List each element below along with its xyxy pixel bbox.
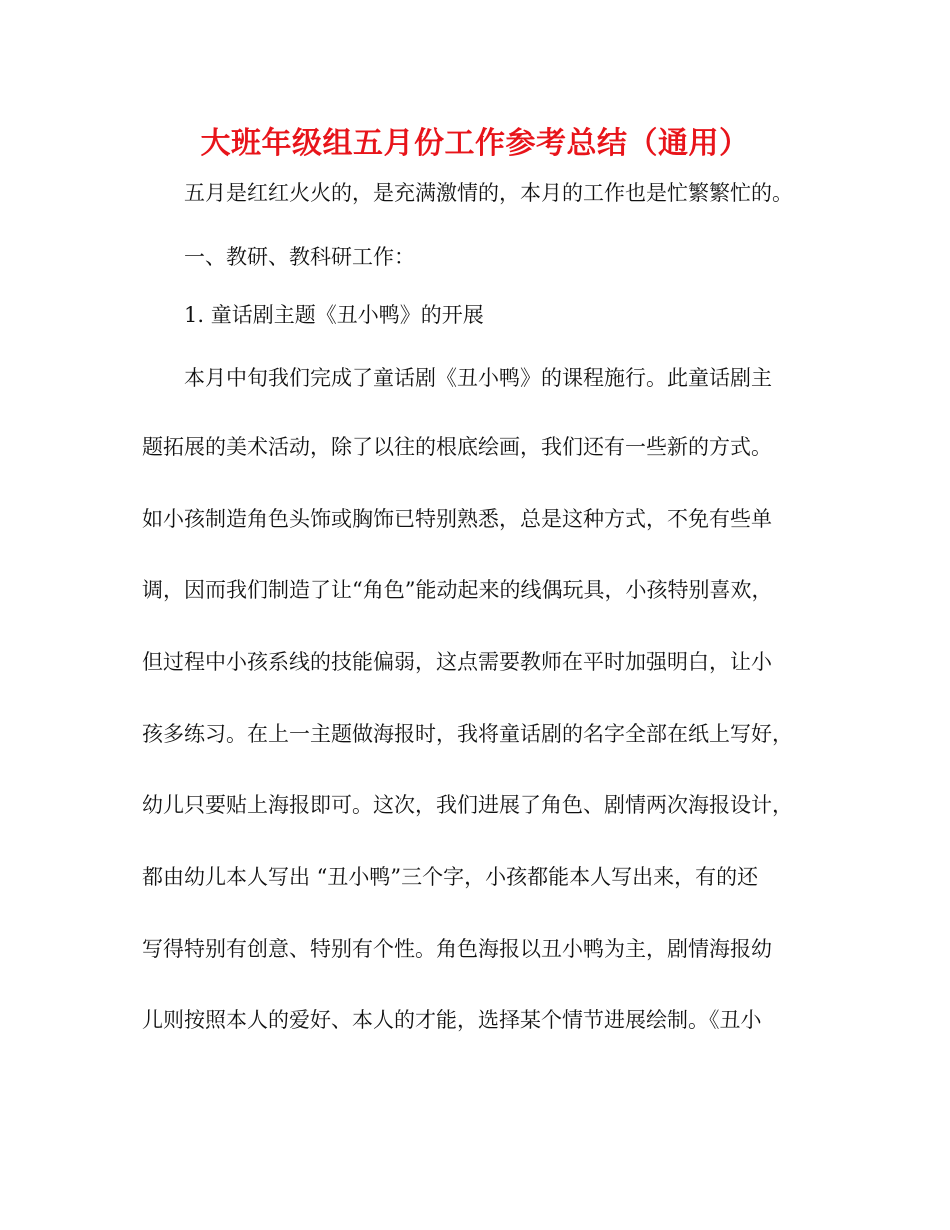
section-heading-research: 一、教研、教科研工作： [184,245,415,269]
body-text-line: 但过程中小孩系线的技能偏弱，这点需要教师在平时加强明白，让小 [142,650,772,674]
body-text-line: 本月中旬我们完成了童话剧《丑小鸭》的课程施行。此童话剧主 [184,366,772,390]
body-text-line: 调，因而我们制造了让“角色”能动起来的线偶玩具，小孩特别喜欢， [142,578,773,602]
paragraph-intro: 五月是红红火火的，是充满激情的，本月的工作也是忙繁繁忙的。 [184,181,793,205]
body-text-line: 幼儿只要贴上海报即可。这次，我们进展了角色、剧情两次海报设计， [142,793,793,817]
body-text-line: 如小孩制造角色头饰或胸饰已特别熟悉，总是这种方式，不免有些单 [142,507,772,531]
body-text-line: 题拓展的美术活动，除了以往的根底绘画，我们还有一些新的方式。 [142,435,772,459]
subsection-heading-ugly-duckling: 1. 童话剧主题《丑小鸭》的开展 [184,303,484,327]
body-text-line: 儿则按照本人的爱好、本人的才能，选择某个情节进展绘制。《丑小 [142,1008,762,1032]
body-text-line: 都由幼儿本人写出 “丑小鸭”三个字，小孩都能本人写出来，有的还 [142,865,759,889]
body-text-line: 孩多练习。在上一主题做海报时，我将童话剧的名字全部在纸上写好， [142,722,793,746]
document-title: 大班年级组五月份工作参考总结（通用） [200,126,750,161]
body-text-line: 写得特别有创意、特别有个性。角色海报以丑小鸭为主，剧情海报幼 [142,937,772,961]
